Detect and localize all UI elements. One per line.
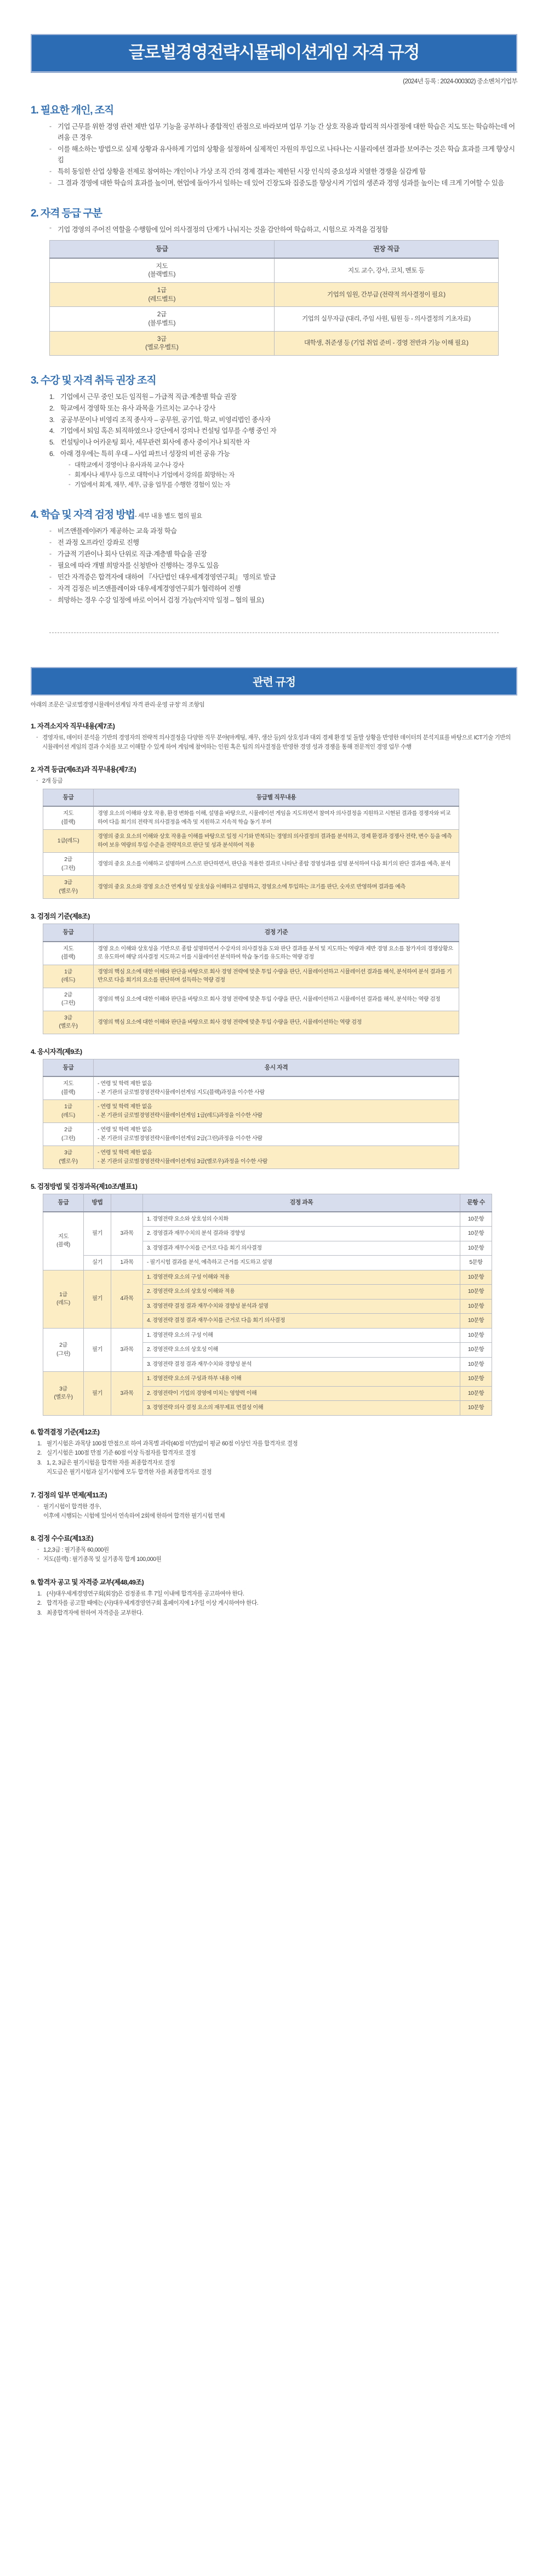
list-item: - 지도(블랙) : 필기종목 및 실기종목 합계 100,000원	[37, 1555, 517, 1564]
list-item-text: 아래 경우에는 특히 우대 – 사업 파트너 성장의 비전 공유 가능	[60, 450, 230, 458]
section-1-heading: 1. 필요한 개인, 조직	[31, 104, 114, 116]
list-item: - 희망하는 경우 수강 일정에 바로 이어서 검정 가능(마지막 일정 – 협의 필요)	[49, 595, 517, 606]
related-rules-banner: 관련 규정	[31, 667, 517, 696]
cell-grade: 1급(레드)	[43, 830, 94, 853]
p2-section-9-heading: 9. 합격자 공고 및 자격증 교부(제48,49조)	[31, 1578, 144, 1586]
part2-section	[0, 633, 548, 1651]
cell-duty: 경영의 중요 요소와 경영 요소간 연계성 및 상호성을 이해하고 설명하고, 경영요소에 투입하는 크기를 판단, 숫자로 반영하며 결과를 예측	[94, 876, 459, 899]
cell-rank: 기업의 임원, 간부급 (전략적 의사결정이 필요)	[274, 283, 499, 307]
table-row	[43, 1270, 492, 1285]
cell-grade: 지도 (블랙)	[43, 1076, 94, 1100]
table-row	[50, 307, 499, 331]
cell-question-count: 10문항	[460, 1401, 492, 1416]
cell-subject-name: 4. 경영전략 결정 결과 재무수치를 근거로 다음 회기 의사결정	[143, 1314, 460, 1329]
p2-section-7-list	[31, 1502, 517, 1521]
list-item: - 자격 검정은 비즈앤플레이와 대우세계경영연구회가 협력하여 진행	[49, 583, 517, 594]
cell-grade: 2급 (그린)	[43, 853, 94, 876]
cell-duty: 경영의 중요 요소를 이해하고 설명하며 스스로 판단하면서, 판단을 적용한 결과로 나타난 종합 경영성과를 설명 분석하여 다음 회기의 판단 결과를 예측, 분석	[94, 853, 459, 876]
cell-grade: 3급 (옐로우)	[43, 1011, 94, 1034]
column-header-duty: 등급별 직무내용	[94, 789, 459, 807]
cell-subject-count: 1과목	[111, 1256, 143, 1270]
list-item: - 비즈앤플레이㈜가 제공하는 교육 과정 학습	[49, 526, 517, 537]
cell-grade: 3급 (옐로우)	[43, 1146, 94, 1169]
column-header-eligibility: 응시 자격	[94, 1059, 459, 1076]
table-row	[43, 806, 459, 830]
sub-list-item: - 대학교에서 경영이나 유사과목 교수나 강사	[68, 460, 517, 470]
sub-list-item: - 회계사나 세무사 등으로 대학이나 기업에서 강의를 희망하는 자	[68, 470, 517, 480]
cell-grade: 2급 (블루벨트)	[50, 307, 275, 331]
grade-rank-table	[49, 240, 499, 356]
cell-question-count: 10문항	[460, 1314, 492, 1329]
list-item: - 1,2,3급 : 필기종목 60,000원	[37, 1546, 517, 1555]
cell-subject-name: - 필기시험 결과를 분석, 예측하고 근거를 지도하고 설명	[143, 1256, 460, 1270]
cell-grade: 2급 (그린)	[43, 1123, 94, 1146]
column-header-grade: 등급	[43, 789, 94, 807]
table-row	[50, 331, 499, 355]
section-4-heading	[31, 506, 517, 521]
cell-eligibility: - 연령 및 학력 제한 없음 - 본 기관의 글로벌경영전략시뮬레이션게임 3급(옐로우)과정을 이수한 사람	[94, 1146, 459, 1169]
table-row	[43, 1256, 492, 1270]
cell-question-count: 10문항	[460, 1212, 492, 1227]
section-4-heading-main: 4. 학습 및 자격 검정 방법	[31, 509, 135, 521]
cell-grade: 1급 (레드)	[43, 965, 94, 988]
p2-section-2-heading: 2. 자격 등급(제6조)과 직무내용(제7조)	[31, 765, 136, 773]
section-4-heading-sub: - 세부 내용 별도 협의 필요	[134, 512, 202, 520]
grade-rank-body	[50, 258, 499, 356]
cell-method: 필기	[84, 1328, 111, 1372]
cell-grade: 지도 (블랙벨트)	[50, 258, 275, 283]
cell-grade: 2급 (그린)	[43, 1328, 84, 1372]
column-header-subject: 검정 과목	[143, 1194, 460, 1212]
section-3-heading: 3. 수강 및 자격 취득 권장 조직	[31, 374, 156, 386]
list-item: - 그 결과 경영에 대한 학습의 효과를 높이며, 현업에 돌아가서 일하는 데 있어 긴장도와 집중도를 향상시켜 기업의 생존과 경영 성과를 높이는 데 크게 기여할 수 있음	[49, 178, 517, 189]
cell-subject-name: 1. 경영전략 요소의 구성 이해	[143, 1328, 460, 1343]
table-row	[43, 1146, 459, 1169]
column-header-criteria: 검정 기준	[94, 924, 459, 942]
table-row	[43, 853, 459, 876]
p2-section-9-list	[31, 1589, 517, 1618]
cell-subject-name: 2. 경영전략 요소의 상호성 이해	[143, 1343, 460, 1358]
list-item: 최종합격자에 한하여 자격증을 교부한다.	[47, 1609, 144, 1616]
cell-grade: 지도 (블랙)	[43, 806, 94, 830]
cell-method: 필기	[84, 1372, 111, 1416]
table-row	[43, 942, 459, 965]
list-item: - 특히 동일한 산업 상황을 전제로 참여하는 개인이나 가상 조직 간의 경제 결과는 제한된 시장 인식의 중요성과 치열한 경쟁을 실감케 함	[49, 166, 517, 177]
table-row	[50, 258, 499, 283]
cell-subject-count: 3과목	[111, 1328, 143, 1372]
table-header-row	[43, 789, 459, 807]
p2-section-7-heading: 7. 검정의 일부 면제(제11조)	[31, 1491, 107, 1499]
list-item: 공공부문이나 비영리 조직 종사자 – 공무원, 공기업, 학교, 비영리법인 종사자	[60, 415, 271, 424]
section-3-list	[31, 391, 517, 490]
cell-question-count: 5문항	[460, 1256, 492, 1270]
list-item: 실기시험은 100점 만점 기준 60점 이상 득점자를 합격자로 결정	[47, 1450, 196, 1457]
table-header-row	[43, 1194, 492, 1212]
column-header-grade: 등급	[43, 924, 94, 942]
p2-section-1-list	[31, 733, 517, 752]
cell-subject-name: 1. 경영전략 요소의 구성과 하부 내용 이해	[143, 1372, 460, 1387]
table-row	[43, 1076, 459, 1100]
p2-section-8-list	[31, 1546, 517, 1564]
cell-grade: 1급 (레드벨트)	[50, 283, 275, 307]
column-header-rank: 권장 직급	[274, 241, 499, 258]
cell-duty: 경영 요소의 이해와 상호 작용, 환경 변화를 이해, 설명을 바탕으로, 시뮬레이션 게임을 지도하면서 참여자 의사결정을 지원하고 시현된 결과를 경쟁자와 비교하여 다음 회기의 전략적 의사결정을 예측 및 지원하고 지속적 학습 동기 부여	[94, 806, 459, 830]
cell-subject-name: 3. 경영전략 결정 결과 재무수치와 경향성 분석	[143, 1357, 460, 1372]
section-1-list	[31, 121, 517, 189]
exam-subject-table	[43, 1194, 492, 1415]
table-header-row	[43, 924, 459, 942]
cell-criteria: 경영 요소 이해와 상호성을 기반으로 종합 설명하면서 수강자의 의사결정을 도와 판단 결과를 분석 및 지도하는 역량과 제반 경영 요소를 참가자의 경쟁상황으로 유도하여 해당 의사결정 지도하고 이를 시뮬레이션 분석하여 학습 동기를 유도하는 역량 검정	[94, 942, 459, 965]
cell-question-count: 10문항	[460, 1299, 492, 1314]
exam-criteria-table	[43, 924, 459, 1034]
section-2-lead: - 기업 경영의 주어진 역할을 수행함에 있어 의사결정의 단계가 나눠지는 것을 감안하여 학습하고, 시험으로 자격을 검정함	[31, 224, 517, 235]
p2-section-3-heading: 3. 검정의 기준(제8조)	[31, 913, 90, 921]
eligibility-body	[43, 1076, 459, 1169]
list-item: - 민간 자격증은 합격자에 대하여 『사단법인 대우세계경영연구회』 명의로 발급	[49, 572, 517, 583]
table-row	[43, 988, 459, 1011]
table-row	[43, 1372, 492, 1387]
column-header-count	[111, 1194, 143, 1212]
p2-section-8-heading: 8. 검정 수수료(제13조)	[31, 1535, 94, 1543]
p2-section-4-heading: 4. 응시자격(제9조)	[31, 1047, 82, 1056]
p2-section-2-lead-list	[31, 777, 517, 786]
cell-subject-name: 2. 경영전략 요소의 상호성 이해와 적용	[143, 1285, 460, 1300]
cell-method: 필기	[84, 1270, 111, 1328]
list-item: 기업에서 퇴임 혹은 퇴직하였으나 강단에서 강의나 컨설팅 업무를 수행 중인 자	[60, 427, 277, 435]
table-row	[50, 283, 499, 307]
exam-criteria-body	[43, 942, 459, 1034]
cell-method: 필기	[84, 1212, 111, 1256]
cell-question-count: 10문항	[460, 1270, 492, 1285]
cell-grade: 3급 (옐로우)	[43, 876, 94, 899]
list-item: (사)대우세계경영연구회(회장)은 검정종료 후 7일 이내에 합격자를 공고하여야 한다.	[47, 1590, 244, 1597]
cell-subject-name: 2. 경영전략이 기업의 경영에 미치는 영향력 이해	[143, 1386, 460, 1401]
table-row	[43, 1123, 459, 1146]
cell-question-count: 10문항	[460, 1328, 492, 1343]
column-header-grade: 등급	[43, 1194, 84, 1212]
main-title-banner: 글로벌경영전략시뮬레이션게임 자격 규정	[31, 34, 517, 72]
cell-grade: 3급 (옐로우벨트)	[50, 331, 275, 355]
list-item: - 기업 근무를 위한 경영 관련 제반 업무 기능을 공부하나 종합적인 관점으로 바라보며 업무 기능 간 상호 작용과 합리적 의사결정에 대한 학습은 지도 또는 학습하는데 어려움 큰 경우	[49, 121, 517, 143]
cell-question-count: 10문항	[460, 1343, 492, 1358]
cell-question-count: 10문항	[460, 1357, 492, 1372]
cell-subject-name: 3. 경영전략 의사 결정 요소의 재무제표 연결성 이해	[143, 1401, 460, 1416]
section-3-sublist	[60, 460, 517, 490]
list-item: 합격자를 공고할 때에는 (사)대우세계경영연구회 홈페이지에 1주일 이상 게시하여야 한다.	[47, 1600, 259, 1607]
grade-duty-table	[43, 789, 459, 899]
cell-criteria: 경영의 핵심 요소에 대한 이해와 판단을 바탕으로 회사 경영 전략에 맞춘 투입 수량을 판단, 시뮬레이션하고 시뮬레이션 결과를 해석, 분석하여 분석 결과를 기반으로 다음 회기의 요소를 판단하며 설득하는 역량 검정	[94, 965, 459, 988]
list-item: - 경영자료, 데이터 분석을 기반의 경영자의 전략적 의사결정을 다양한 직무 분야(마케팅, 재무, 생산 등)의 상호성과 대외 경제 환경 및 돌발 상황을 반영한 데이터의 분석지표를 바탕으로 ICT기술 기반의 시뮬레이션 게임의 결과 수치를 보고 이해할 수 있게 하여 게임에 참여하는 인원 혹은 팀의 의사결정을 반영한 경영 성과 경쟁을 통해 전문적인 경영 업무 수행	[36, 733, 517, 752]
column-header-grade: 등급	[43, 1059, 94, 1076]
cell-subject-name: 1. 경영전략 요소와 상호성의 수치화	[143, 1212, 460, 1227]
p2-section-6-heading: 6. 합격결정 기준(제12조)	[31, 1428, 100, 1436]
cell-grade: 1급 (레드)	[43, 1100, 94, 1123]
section-2-heading: 2. 자격 등급 구분	[31, 208, 102, 220]
cell-subject-count: 3과목	[111, 1372, 143, 1416]
cell-grade: 지도 (블랙)	[43, 1212, 84, 1270]
list-item: - 이를 해소하는 방법으로 실제 상황과 유사하게 기업의 상황을 설정하여 실제적인 자원의 투입으로 나타나는 시뮬리에션 결과를 보여주는 것은 학습 효과를 크게 향상시킴	[49, 144, 517, 166]
cell-grade: 3급 (옐로우)	[43, 1372, 84, 1416]
table-row	[43, 1212, 492, 1227]
table-row	[43, 1328, 492, 1343]
cell-subject-name: 3. 경영전략 결정 결과 재무수치와 경향성 분석과 설명	[143, 1299, 460, 1314]
cell-grade: 1급 (레드)	[43, 1270, 84, 1328]
table-row	[43, 830, 459, 853]
cell-subject-count: 4과목	[111, 1270, 143, 1328]
cell-eligibility: - 연령 및 학력 제한 없음 - 본 기관의 글로벌경영전략시뮬레이션게임 1급(레드)과정을 이수한 사람	[94, 1100, 459, 1123]
section-4-list	[31, 526, 517, 606]
cell-subject-count: 3과목	[111, 1212, 143, 1256]
table-row	[43, 876, 459, 899]
list-item: - 전 과정 오프라인 강좌로 진행	[49, 537, 517, 548]
cell-rank: 대학생, 취준생 등 (기업 취업 준비 - 경영 전반과 기능 이해 필요)	[274, 331, 499, 355]
grade-duty-body	[43, 806, 459, 899]
list-item: 기업에서 근무 중인 모든 임직원 – 가급적 직급·계층별 학습 권장	[60, 392, 237, 401]
registration-info: (2024년 등록 : 2024-000302) 중소벤처기업부	[403, 78, 517, 85]
cell-grade: 지도 (블랙)	[43, 942, 94, 965]
list-item: 컨설팅이나 어카운팅 회사, 세무관련 회사에 종사 중이거나 퇴직한 자	[60, 438, 250, 447]
list-item	[49, 448, 517, 490]
table-row	[43, 1100, 459, 1123]
cell-question-count: 10문항	[460, 1386, 492, 1401]
table-row	[43, 965, 459, 988]
list-item: - 필요에 따라 개별 희망자를 신청받아 진행하는 경우도 있음	[49, 560, 517, 571]
part1-section	[0, 0, 548, 633]
column-header-grade: 등급	[50, 241, 275, 258]
cell-question-count: 10문항	[460, 1285, 492, 1300]
related-rules-note: 아래의 조문은 '글로벌경영시뮬레이션게임 자격 관리·운영 규정' 의 조항임	[31, 701, 205, 708]
table-header-row	[43, 1059, 459, 1076]
cell-duty: 경영의 중요 요소의 이해와 상호 작용을 이해를 바탕으로 일정 시기와 반복되는 경영의 의사결정의 결과를 분석하고, 경제 환경과 경쟁사 전략, 변수 등을 예측하여 보유 역량의 투입 수준을 전략적으로 판단 및 성과 분석하여 적용	[94, 830, 459, 853]
cell-eligibility: - 연령 및 학력 제한 없음 - 본 기관의 글로벌경영전략시뮬레이션게임 2급(그린)과정을 이수한 사람	[94, 1123, 459, 1146]
cell-method: 실기	[84, 1256, 111, 1270]
cell-question-count: 10문항	[460, 1372, 492, 1387]
cell-criteria: 경영의 핵심 요소에 대한 이해와 판단을 바탕으로 회사 경영 전략에 맞춘 투입 수량을 판단, 시뮬레이션하고 시뮬레이션 결과를 해석, 분석하는 역량 검정	[94, 988, 459, 1011]
list-item: 학교에서 경영학 또는 유사 과목을 가르치는 교수나 강사	[60, 404, 215, 412]
list-item: 필기시험은 과목당 100점 만점으로 하여 과목별 과락(40점 미만)없이 평균 60점 이상인 자를 합격자로 결정	[47, 1440, 298, 1447]
sub-list-item: - 기업에서 회계, 재무, 세무, 금융 업무를 수행한 경험이 있는 자	[68, 480, 517, 490]
list-item: - 가급적 기관이나 회사 단위로 직급·계층별 학습을 권장	[49, 549, 517, 560]
cell-question-count: 10문항	[460, 1241, 492, 1256]
exam-subject-body	[43, 1212, 492, 1416]
cell-grade: 2급 (그린)	[43, 988, 94, 1011]
p2-section-5-heading: 5. 검정방법 및 검정과목(제10조/별표1)	[31, 1183, 138, 1191]
table-header-row	[50, 241, 499, 258]
column-header-method: 방법	[84, 1194, 111, 1212]
cell-rank: 기업의 실무자급 (대리, 주임 사원, 팀원 등 - 의사결정의 기초자료)	[274, 307, 499, 331]
cell-question-count: 10문항	[460, 1227, 492, 1241]
cell-criteria: 경영의 핵심 요소에 대한 이해와 판단을 바탕으로 회사 경영 전략에 맞춘 투입 수량을 판단, 시뮬레이션하는 역량 검정	[94, 1011, 459, 1034]
table-row	[43, 1011, 459, 1034]
cell-rank: 지도 교수, 강사, 코치, 멘토 등	[274, 258, 499, 283]
eligibility-table	[43, 1059, 459, 1169]
cell-subject-name: 3. 경영결과 재무수치를 근거로 다음 회기 의사결정	[143, 1241, 460, 1256]
cell-subject-name: 2. 경영결과 재무수치의 분석 결과와 경향성	[143, 1227, 460, 1241]
cell-eligibility: - 연령 및 학력 제한 없음 - 본 기관의 글로벌경영전략시뮬레이션게임 지도(블랙)과정을 이수한 사람	[94, 1076, 459, 1100]
column-header-questions: 문항 수	[460, 1194, 492, 1212]
p2-section-1-heading: 1. 자격소지자 직무내용(제7조)	[31, 722, 115, 730]
list-item: - 2개 등급	[36, 777, 517, 786]
list-item: - 필기시험이 합격한 경우, 이후에 시행되는 시험에 있어서 연속하여 2회에 한하여 합격한 필기시험 면제	[37, 1502, 517, 1521]
list-item: 1, 2, 3급은 필기시험을 합격한 자를 최종합격자로 결정 지도급은 필기시험과 실기시험에 모두 합격한 자를 최종합격자로 결정	[47, 1459, 212, 1476]
p2-section-6-list	[31, 1439, 517, 1478]
cell-subject-name: 1. 경영전략 요소의 구성 이해와 적용	[143, 1270, 460, 1285]
